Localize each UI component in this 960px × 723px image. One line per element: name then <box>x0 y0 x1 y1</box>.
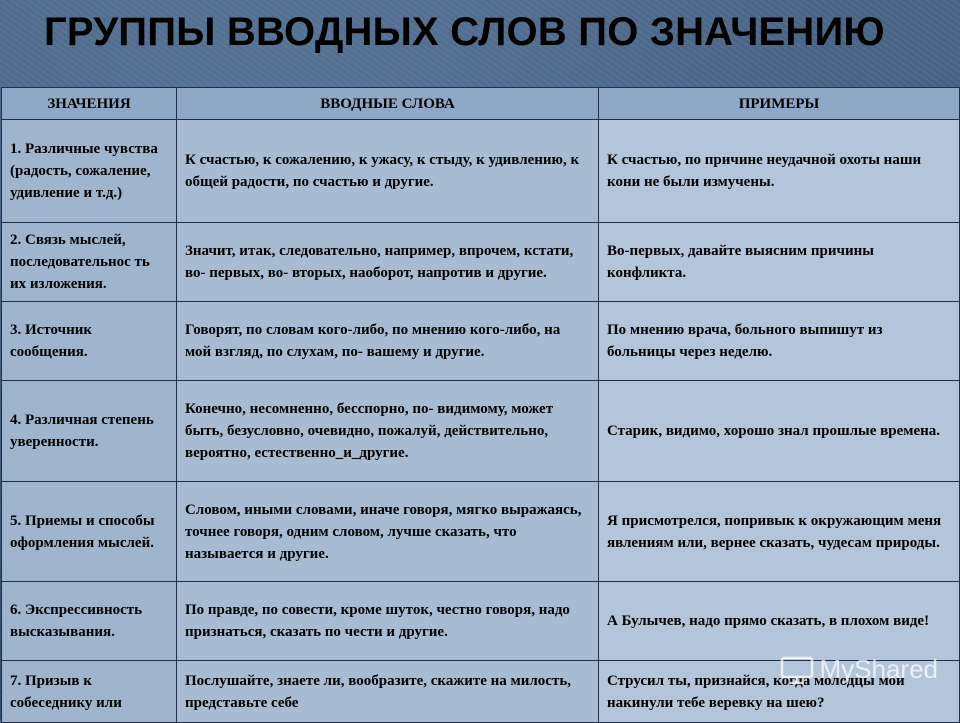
slide-title: ГРУППЫ ВВОДНЫХ СЛОВ ПО ЗНАЧЕНИЮ <box>44 10 885 54</box>
watermark-text: MyShared <box>819 654 938 684</box>
intro-words-cell: Словом, иными словами, иначе говоря, мягко выражаясь, точнее говоря, одним словом, лучше сказать, что называется и другие. <box>177 482 599 582</box>
header-meanings: ЗНАЧЕНИЯ <box>2 88 177 120</box>
meaning-cell: 4. Различная степень уверенности. <box>2 381 177 482</box>
header-intro-words: ВВОДНЫЕ СЛОВА <box>177 88 599 120</box>
table-row <box>2 120 960 223</box>
intro-words-cell: Значит, итак, следовательно, например, впрочем, кстати, во- первых, во- вторых, наоборот, напротив и другие. <box>177 223 599 302</box>
presentation-board-icon <box>780 655 814 685</box>
example-cell: К счастью, по причине неудачной охоты наши кони не были измучены. <box>599 120 960 223</box>
table-row <box>2 582 960 661</box>
example-cell: По мнению врача, больного выпишут из больницы через неделю. <box>599 302 960 381</box>
meaning-cell: 3. Источник сообщения. <box>2 302 177 381</box>
meaning-cell: 2. Связь мыслей, последовательнос ть их изложения. <box>2 223 177 302</box>
table-row <box>2 302 960 381</box>
table-row <box>2 381 960 482</box>
myshared-watermark <box>780 654 939 685</box>
intro-words-cell: По правде, по совести, кроме шуток, честно говоря, надо признаться, сказать по чести и другие. <box>177 582 599 661</box>
example-cell: Я присмотрелся, попривык к окружающим меня явлениям или, вернее сказать, чудесам природы. <box>599 482 960 582</box>
meaning-cell: 6. Экспрессивность высказывания. <box>2 582 177 661</box>
intro-words-cell: Конечно, несомненно, бесспорно, по- видимому, может быть, безусловно, очевидно, пожалуй, действительно, вероятно, естественно_и_другие. <box>177 381 599 482</box>
meaning-cell: 5. Приемы и способы оформления мыслей. <box>2 482 177 582</box>
intro-words-cell: Говорят, по словам кого-либо, по мнению кого-либо, на мой взгляд, по слухам, по- вашему и другие. <box>177 302 599 381</box>
table-row <box>2 482 960 582</box>
table-row <box>2 223 960 302</box>
meaning-cell: 1. Различные чувства (радость, сожаление, удивление и т.д.) <box>2 120 177 223</box>
intro-words-table <box>1 87 960 723</box>
table-header-row <box>2 88 960 120</box>
example-cell: Струсил ты, признайся, когда молодцы мои накинули тебе веревку на шею? <box>599 661 960 723</box>
meaning-cell: 7. Призыв к собеседнику или <box>2 661 177 723</box>
intro-words-cell: К счастью, к сожалению, к ужасу, к стыду, к удивлению, к общей радости, по счастью и другие. <box>177 120 599 223</box>
header-examples: ПРИМЕРЫ <box>599 88 960 120</box>
example-cell: Во-первых, давайте выясним причины конфликта. <box>599 223 960 302</box>
example-cell: А Булычев, надо прямо сказать, в плохом виде! <box>599 582 960 661</box>
intro-words-cell: Послушайте, знаете ли, вообразите, скажите на милость, представьте себе <box>177 661 599 723</box>
example-cell: Старик, видимо, хорошо знал прошлые времена. <box>599 381 960 482</box>
